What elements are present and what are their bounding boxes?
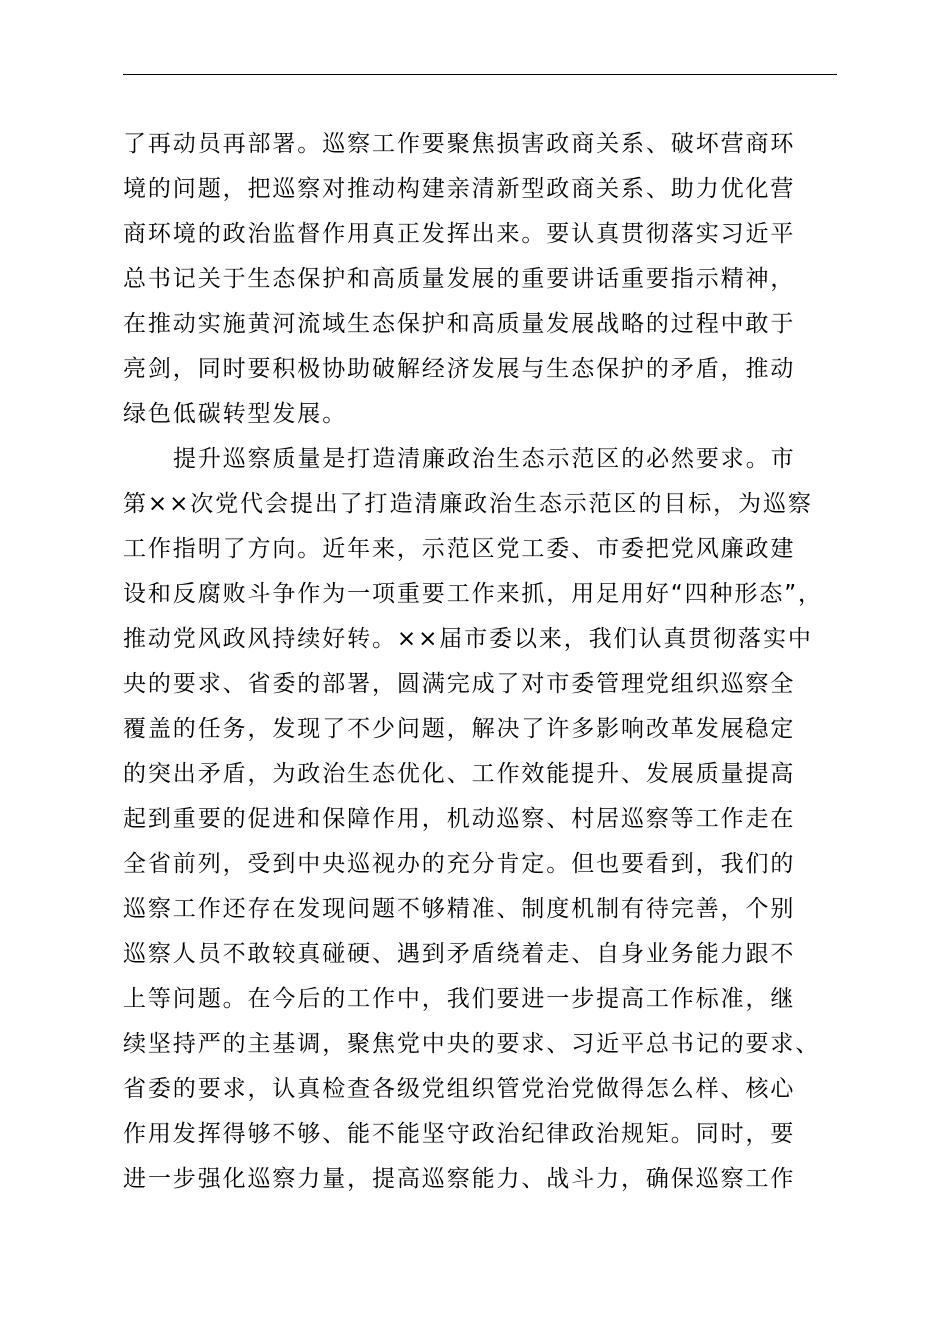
text-line: 上等问题。在今后的工作中，我们要进一步提高工作标准，继 xyxy=(123,986,796,1012)
text-line: 绿色低碳转型发展。 xyxy=(123,401,348,427)
text-line: 进一步强化巡察力量，提高巡察能力、战斗力，确保巡察工作 xyxy=(123,1166,796,1192)
text-line: 提升巡察质量是打造清廉政治生态示范区的必然要求。市 xyxy=(173,446,796,472)
text-line: 全省前列，受到中央巡视办的充分肯定。但也要看到，我们的 xyxy=(123,851,796,877)
text-line: 巡察工作还存在发现问题不够精准、制度机制有待完善，个别 xyxy=(123,896,796,922)
text-line: 推动党风政风持续好转。××届市委以来，我们认真贯彻落实中 xyxy=(123,626,813,652)
text-line: 起到重要的促进和保障作用，机动巡察、村居巡察等工作走在 xyxy=(123,806,796,832)
text-line: 作用发挥得够不够、能不能坚守政治纪律政治规矩。同时，要 xyxy=(123,1121,796,1147)
text-line: 在推动实施黄河流域生态保护和高质量发展战略的过程中敢于 xyxy=(123,311,796,337)
text-line: 工作指明了方向。近年来，示范区党工委、市委把党风廉政建 xyxy=(123,536,796,562)
text-line: 商环境的政治监督作用真正发挥出来。要认真贯彻落实习近平 xyxy=(123,221,796,247)
text-line: 设和反腐败斗争作为一项重要工作来抓，用足用好“四种形态”， xyxy=(123,581,823,607)
text-line: 第××次党代会提出了打造清廉政治生态示范区的目标，为巡察 xyxy=(123,491,813,517)
text-line: 了再动员再部署。巡察工作要聚焦损害政商关系、破坏营商环 xyxy=(123,131,796,157)
header-rule xyxy=(123,74,837,75)
paragraph-2 xyxy=(123,437,863,1202)
text-line: 省委的要求，认真检查各级党组织管党治党做得怎么样、核心 xyxy=(123,1076,796,1102)
paragraph-1 xyxy=(123,122,863,437)
text-line: 的突出矛盾，为政治生态优化、工作效能提升、发展质量提高 xyxy=(123,761,796,787)
text-line: 巡察人员不敢较真碰硬、遇到矛盾绕着走、自身业务能力跟不 xyxy=(123,941,796,967)
text-line: 续坚持严的主基调，聚焦党中央的要求、习近平总书记的要求、 xyxy=(123,1031,821,1057)
text-line: 央的要求、省委的部署，圆满完成了对市委管理党组织巡察全 xyxy=(123,671,796,697)
text-line: 总书记关于生态保护和高质量发展的重要讲话重要指示精神， xyxy=(123,266,796,292)
text-line: 覆盖的任务，发现了不少问题，解决了许多影响改革发展稳定 xyxy=(123,716,796,742)
text-line: 境的问题，把巡察对推动构建亲清新型政商关系、助力优化营 xyxy=(123,176,796,202)
text-line: 亮剑，同时要积极协助破解经济发展与生态保护的矛盾，推动 xyxy=(123,356,796,382)
body-text xyxy=(123,122,863,1202)
